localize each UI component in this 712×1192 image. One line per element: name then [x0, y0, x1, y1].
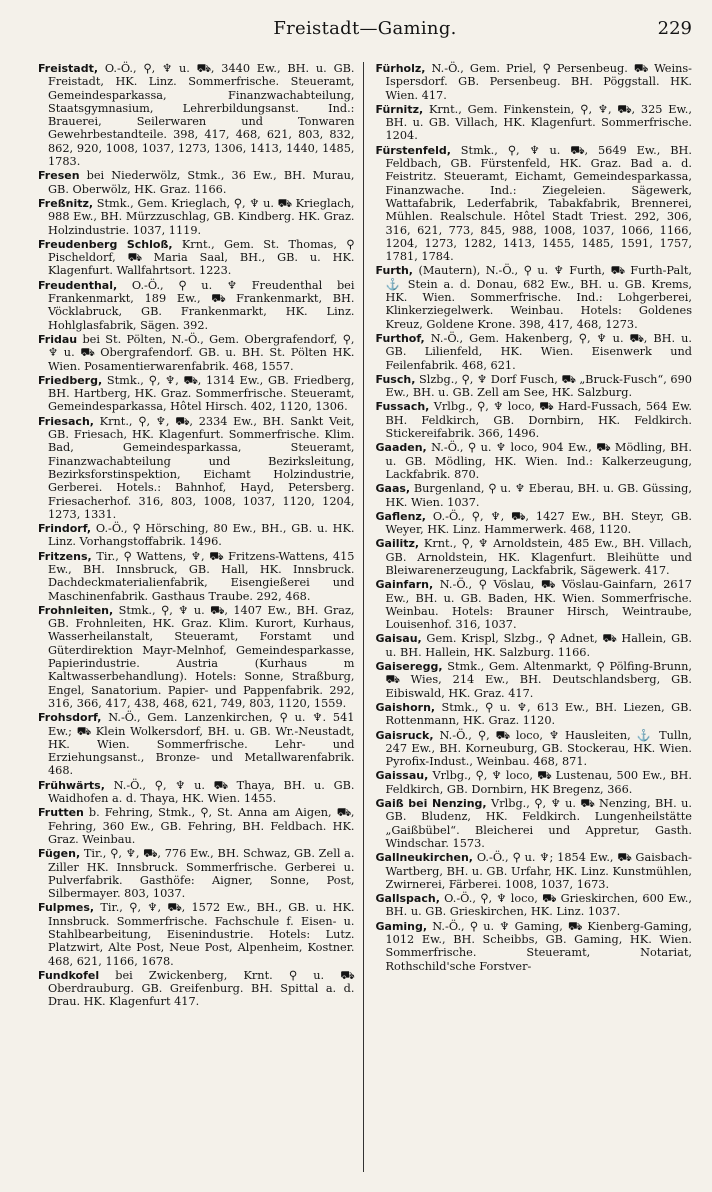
entry-term: Freudenthal, — [38, 278, 118, 292]
entry-term: Frindorf, — [38, 522, 92, 536]
entry-text: N.-Ö., Gem. Lanzenkirchen, ⚲ u. ♆. 541 Ew.; ⛟ Klein Wolkersdorf, BH. u. GB. Wr.-Neustadt, HK. Wien. Sommerfrische. Lehr- und Erziehungsanst., Bronze- und Metallwarenfabrik. 468. — [48, 711, 355, 778]
entry-term: Friedberg, — [38, 373, 103, 387]
gazetteer-entry — [38, 847, 355, 900]
entry-text: O.-Ö., ⚲ u. ♆ Freudenthal bei Frankenmarkt, 189 Ew., ⛟ Frankenmarkt, BH. Vöcklabruck, GB. Frankenmarkt, HK. Linz. Hohlglasfabrik, Sägen. 392. — [48, 278, 355, 332]
gazetteer-entry — [38, 62, 355, 168]
gazetteer-entry — [376, 62, 693, 102]
entry-text: Stmk., ⚲ u. ♆, 613 Ew., BH. Liezen, GB. Rottenmann, HK. Graz. 1120. — [385, 700, 692, 728]
gazetteer-entry — [376, 482, 693, 509]
gazetteer-entry — [376, 578, 693, 631]
gazetteer-entry — [376, 264, 693, 330]
entry-term: Fusch, — [375, 372, 416, 386]
entry-text: N.-Ö., Gem. Hakenberg, ⚲, ♆ u. ⛟, BH. u. GB. Lilienfeld, HK. Wien. Eisenwerk und Feilenfabrik. 468, 621. — [385, 331, 692, 372]
entry-text: N.-Ö., Gem. Priel, ⚲ Persenbeug. ⛟ Weins-Ispersdorf. GB. Persenbeug. BH. Pöggstall. HK. Wien. 417. — [385, 62, 692, 102]
entry-text: Vrlbg., ⚲, ♆ loco, ⛟ Hard-Fussach, 564 Ew. BH. Feldkirch, GB. Dornbirn, HK. Feldkirch. Stickereifabrik. 366, 1496. — [385, 400, 692, 441]
entry-text: Tir., ⚲ Wattens, ♆, ⛟ Fritzens-Wattens, 415 Ew., BH. Innsbruck, GB. Hall, HK. Innsbruck. Dachdeckmaterialienfabrik, Eisengießerei und Maschinenfabrik. Gasthaus Traube. 292, 468. — [48, 549, 355, 603]
gazetteer-entry — [376, 660, 693, 700]
page-header — [38, 16, 692, 46]
entry-text: N.-Ö., ⚲ u. ♆ loco, 904 Ew., ⛟ Mödling, BH. u. GB. Mödling, HK. Wien. Ind.: Kalkerzeugung, Lackfabrik. 870. — [385, 441, 692, 481]
entry-text: O.-Ö., ⚲ u. ♆; 1854 Ew., ⛟ Gaisbach-Wartberg, BH. u. GB. Urfahr, HK. Linz. Kunstmühlen, Zwirnerei, Färberei. 1008, 1037, 1673. — [385, 851, 692, 891]
entry-text: Stmk., Gem. Altenmarkt, ⚲ Pölfing-Brunn, ⛟ Wies, 214 Ew., BH. Deutschlandsberg, GB. Eibiswald, HK. Graz. 417. — [385, 660, 692, 700]
entry-term: Fresen — [38, 169, 80, 183]
gazetteer-entry — [376, 920, 693, 973]
entry-text: O.-Ö., ⚲, ♆ loco, ⛟ Grieskirchen, 600 Ew., BH. u. GB. Grieskirchen, HK. Linz. 1037. — [385, 892, 692, 919]
entry-text: Krnt., Gem. Finkenstein, ⚲, ♆, ⛟, 325 Ew., BH. u. GB. Villach, HK. Klagenfurt. Sommerfrische. 1204. — [385, 102, 692, 143]
gazetteer-entry — [376, 701, 693, 728]
entry-text: Krnt., Gem. St. Thomas, ⚲ Pischeldorf, ⛟ Maria Saal, BH., GB. u. HK. Klagenfurt. Wallfahrtsort. 1223. — [48, 237, 355, 278]
entry-text: N.-Ö., ⚲, ⛟ loco, ♆ Hausleiten, ⚓ Tulln, 247 Ew., BH. Korneuburg, GB. Stockerau, HK. Wien. Pyrofix-Indust., Weinbau. 468, 871. — [385, 728, 692, 769]
gazetteer-entry — [38, 806, 355, 846]
entry-text: Krnt., ⚲, ♆, ⛟, 2334 Ew., BH. Sankt Veit, GB. Friesach, HK. Klagenfurt. Sommerfrische. Klim. Bad, Gemeindesparkassa, Steueramt, Finanzwachabteilung und Bezirksleitung, Bezirksforstinspektion, Eichamt Holzindustrie, Gerberei. Hotels.: Bahnhof, Hayd, Petersberg. Friesacherhof. 316, 803, 1008, 1037, 1120, 1204, 1273, 1331. — [48, 414, 355, 521]
gazetteer-entry — [376, 510, 693, 537]
entry-text: N.-Ö., ⚲, ♆ u. ⛟ Thaya, BH. u. GB. Waidhofen a. d. Thaya, HK. Wien. 1455. — [48, 778, 355, 806]
gazetteer-entry — [38, 333, 355, 373]
gazetteer-entry — [38, 374, 355, 414]
entry-text: N.-Ö., ⚲ Vöslau, ⛟ Vöslau-Gainfarn, 2617 Ew., BH. u. GB. Baden, HK. Wien. Sommerfrische. Weinbau. Hotels: Brauner Hirsch, Weintraube, Louisenhof. 316, 1037. — [385, 578, 692, 632]
gazetteer-entry — [38, 197, 355, 237]
entry-text: Stmk., ⚲, ♆ u. ⛟, 5649 Ew., BH. Feldbach, GB. Fürstenfeld, HK. Graz. Bad a. d. Feistritz. Steueramt, Eichamt, Gemeindesparkassa, Finanzwache. Ind.: Ziegeleien. Sägewerk, Wattafabrik, Lederfabrik, Tabakfabrik, Brennerei, Mühlen. Realschule. Hôtel Stadt Triest. 292, 306, 316, 621, 773, 845, 988, 1008, 1037, 1066, 1166, 1204, 1273, 1282, 1413, 1455, 1485, 1591, 1757, 1781, 1784. — [385, 143, 692, 264]
entry-text: O.-Ö., ⚲, ♆ u. ⛟, 3440 Ew., BH. u. GB. Freistadt, HK. Linz. Sommerfrische. Steueramt, Gemeindesparkassa, Finanzwachabteilung, Staatsgymnasium, Lehrerbildungsanst. Ind.: Brauerei, Seilerwaren und Tonwaren Gewehrbestandteile. 398, 417, 468, 621, 803, 832, 862, 920, 1008, 1037, 1273, 1306, 1413, 1440, 1485, 1783. — [48, 62, 355, 169]
gazetteer-entry — [376, 729, 693, 769]
entry-term: Fussach, — [375, 400, 430, 414]
entry-term: Gaflenz, — [375, 509, 426, 523]
gazetteer-entry — [38, 279, 355, 332]
entry-term: Furth, — [375, 264, 413, 278]
entry-text: N.-Ö., ⚲ u. ♆ Gaming, ⛟ Kienberg-Gaming, 1012 Ew., BH. Scheibbs, GB. Gaming, HK. Wien. Sommerfrische. Steueramt, Notariat, Rothschild'sche Forstver- — [385, 919, 692, 973]
entry-term: Freistadt, — [38, 62, 99, 75]
entry-term: Gaisruck, — [375, 728, 434, 742]
gazetteer-entry — [376, 103, 693, 143]
gazetteer-entry — [376, 400, 693, 440]
gazetteer-entry — [376, 797, 693, 850]
entry-term: Fürnitz, — [375, 102, 424, 116]
gazetteer-entry — [376, 144, 693, 264]
entry-term: Gallneukirchen, — [375, 851, 473, 865]
gazetteer-entry — [376, 441, 693, 481]
gazetteer-entry — [38, 711, 355, 777]
entry-text: bei Zwickenberg, Krnt. ⚲ u. ⛟ Oberdrauburg. GB. Greifenburg. BH. Spittal a. d. Drau. HK. Klagenfurt 417. — [48, 968, 355, 1009]
entry-text: Tir., ⚲, ♆, ⛟, 1572 Ew., BH., GB. u. HK. Innsbruck. Sommerfrische. Fachschule f. Eisen- u. Stahlbearbeitung, Eisenindustrie. Hotels: Lutz. Platzwirt, Alte Post, Neue Post, Alpenheim, Kostner. 468, 621, 1166, 1678. — [48, 901, 355, 968]
entry-text: Krnt., ⚲, ♆ Arnoldstein, 485 Ew., BH. Villach, GB. Arnoldstein, HK. Klagenfurt. Bleihütte und Bleiwarenerzeugung, Lackfabrik, Sägewerk. 417. — [385, 537, 692, 577]
entry-term: Gainfarn, — [375, 578, 434, 592]
gazetteer-entry — [376, 892, 693, 919]
entry-term: Gaas, — [375, 482, 411, 496]
entry-term: Friesach, — [38, 414, 94, 428]
entry-term: Gaishorn, — [375, 700, 436, 714]
entry-term: Frohsdorf, — [38, 711, 102, 725]
entry-term: Gaming, — [375, 919, 428, 933]
entry-term: Gallspach, — [375, 892, 440, 906]
gazetteer-entry — [376, 632, 693, 659]
entry-text: O.-Ö., ⚲, ♆, ⛟, 1427 Ew., BH. Steyr, GB. Weyer, HK. Linz. Hammerwerk. 468, 1120. — [385, 509, 692, 537]
gazetteer-entry — [38, 779, 355, 806]
entry-term: Freudenberg Schloß, — [38, 237, 173, 251]
gazetteer-entry — [38, 169, 355, 196]
entry-term: Frühwärts, — [38, 778, 105, 792]
entry-text: Stmk., Gem. Krieglach, ⚲, ♆ u. ⛟ Krieglach, 988 Ew., BH. Mürzzuschlag, GB. Kindberg. HK. Graz. Holzindustrie. 1037, 1119. — [48, 196, 355, 237]
gazetteer-entry — [376, 373, 693, 400]
entry-text: bei St. Pölten, N.-Ö., Gem. Obergrafendorf, ⚲, ♆ u. ⛟ Obergrafendorf. GB. u. BH. St. Pölten HK. Wien. Posamentierwarenfabrik. 468, 1557. — [48, 332, 355, 373]
entry-term: Fügen, — [38, 847, 81, 861]
entry-text: b. Fehring, Stmk., ⚲, St. Anna am Aigen, ⛟, Fehring, 360 Ew., GB. Fehring, BH. Feldbach. HK. Graz. Weinbau. — [48, 806, 355, 846]
gazetteer-entry — [38, 238, 355, 278]
gazetteer-entry — [38, 969, 355, 1009]
entry-term: Gaiseregg, — [375, 660, 443, 674]
entry-term: Gaaden, — [375, 441, 427, 455]
entry-text: Burgenland, ⚲ u. ♆ Eberau, BH. u. GB. Güssing, HK. Wien. 1037. — [385, 482, 692, 509]
entry-term: Gaisau, — [375, 632, 422, 646]
entry-text: Tir., ⚲, ♆, ⛟, 776 Ew., BH. Schwaz, GB. Zell a. Ziller HK. Innsbruck. Sommerfrische. Gerberei u. Pulverfabrik. Gasthöfe: Aigner, Sonne, Post, Silbermayer. 803, 1037. — [48, 847, 355, 901]
left-column — [38, 62, 364, 1172]
entry-term: Fridau — [38, 332, 78, 346]
gazetteer-entry — [38, 522, 355, 549]
entry-term: Freßnitz, — [38, 196, 94, 210]
entry-text: bei Niederwölz, Stmk., 36 Ew., BH. Murau, GB. Oberwölz, HK. Graz. 1166. — [48, 169, 355, 196]
entry-text: Vrlbg., ⚲, ♆ u. ⛟ Nenzing, BH. u. GB. Bludenz, HK. Feldkirch. Lungenheilstätte „Gaißbübel“. Bleicherei und Appretur, Gasth. Windschar. 1573. — [385, 797, 692, 850]
gazetteer-entry — [376, 769, 693, 796]
entry-text: O.-Ö., ⚲ Hörsching, 80 Ew., BH., GB. u. HK. Linz. Vorhangstoffabrik. 1496. — [48, 522, 355, 549]
gazetteer-entry — [376, 851, 693, 891]
entry-text: Stmk., ⚲, ♆ u. ⛟, 1407 Ew., BH. Graz, GB. Frohnleiten, HK. Graz. Klim. Kurort, Kurhaus, Wasserheilanstalt, Steueramt, Forstamt und Güterdirektion Mayr-Melnhof, Gemeindesparkasse, Papierindustrie. Austria (Kurhaus m Kaltwasserbehandlung). Hotels: Sonne, Straßburg, Engel, Sanatorium. Papier- und Pappenfabrik. 292, 316, 366, 417, 438, 468, 621, 749, 803, 1120, 1559. — [48, 603, 355, 710]
entry-term: Gaissau, — [375, 769, 429, 783]
entry-text: Gem. Krispl, Slzbg., ⚲ Adnet, ⛟ Hallein, GB. u. BH. Hallein, HK. Salzburg. 1166. — [385, 632, 692, 659]
gazetteer-entry — [38, 550, 355, 603]
entry-term: Fürholz, — [375, 62, 426, 75]
gazetteer-entry — [38, 604, 355, 710]
entry-term: Frutten — [38, 806, 84, 820]
page-number: 229 — [657, 18, 692, 39]
entry-text: (Mautern), N.-Ö., ⚲ u. ♆ Furth, ⛟ Furth-Palt, ⚓ Stein a. d. Donau, 682 Ew., BH. u. GB. Krems, HK. Wien. Sommerfrische. Ind.: Lohgerberei, Klinkerziegelwerk. Weinbau. Hotels: Goldenes Kreuz, Goldene Krone. 398, 417, 468, 1273. — [385, 264, 692, 331]
entry-text: Stmk., ⚲, ♆, ⛟, 1314 Ew., GB. Friedberg, BH. Hartberg, HK. Graz. Sommerfrische. Steueramt, Gemeindesparkassa, Hôtel Hirsch. 402, 1120, 1306. — [48, 373, 355, 414]
entry-term: Fritzens, — [38, 549, 92, 563]
entry-term: Gaiß bei Nenzing, — [375, 797, 487, 811]
entry-term: Fulpmes, — [38, 901, 95, 915]
entry-term: Fürstenfeld, — [375, 143, 451, 157]
entry-term: Fundkofel — [38, 968, 100, 982]
gazetteer-entry — [376, 332, 693, 372]
entry-term: Frohnleiten, — [38, 603, 114, 617]
gazetteer-entry — [376, 537, 693, 577]
right-column — [376, 62, 693, 1172]
columns — [38, 62, 692, 1172]
running-head: Freistadt—Gaming. — [273, 18, 457, 39]
entry-term: Gailitz, — [375, 537, 420, 551]
entry-term: Furthof, — [375, 331, 425, 345]
gazetteer-entry — [38, 415, 355, 521]
gazetteer-entry — [38, 901, 355, 967]
entry-text: Slzbg., ⚲, ♆ Dorf Fusch, ⛟ „Bruck-Fusch“, 690 Ew., BH. u. GB. Zell am See, HK. Salzburg. — [385, 372, 692, 400]
entry-text: Vrlbg., ⚲, ♆ loco, ⛟ Lustenau, 500 Ew., BH. Feldkirch, GB. Dornbirn, HK Bregenz, 366. — [385, 769, 692, 796]
